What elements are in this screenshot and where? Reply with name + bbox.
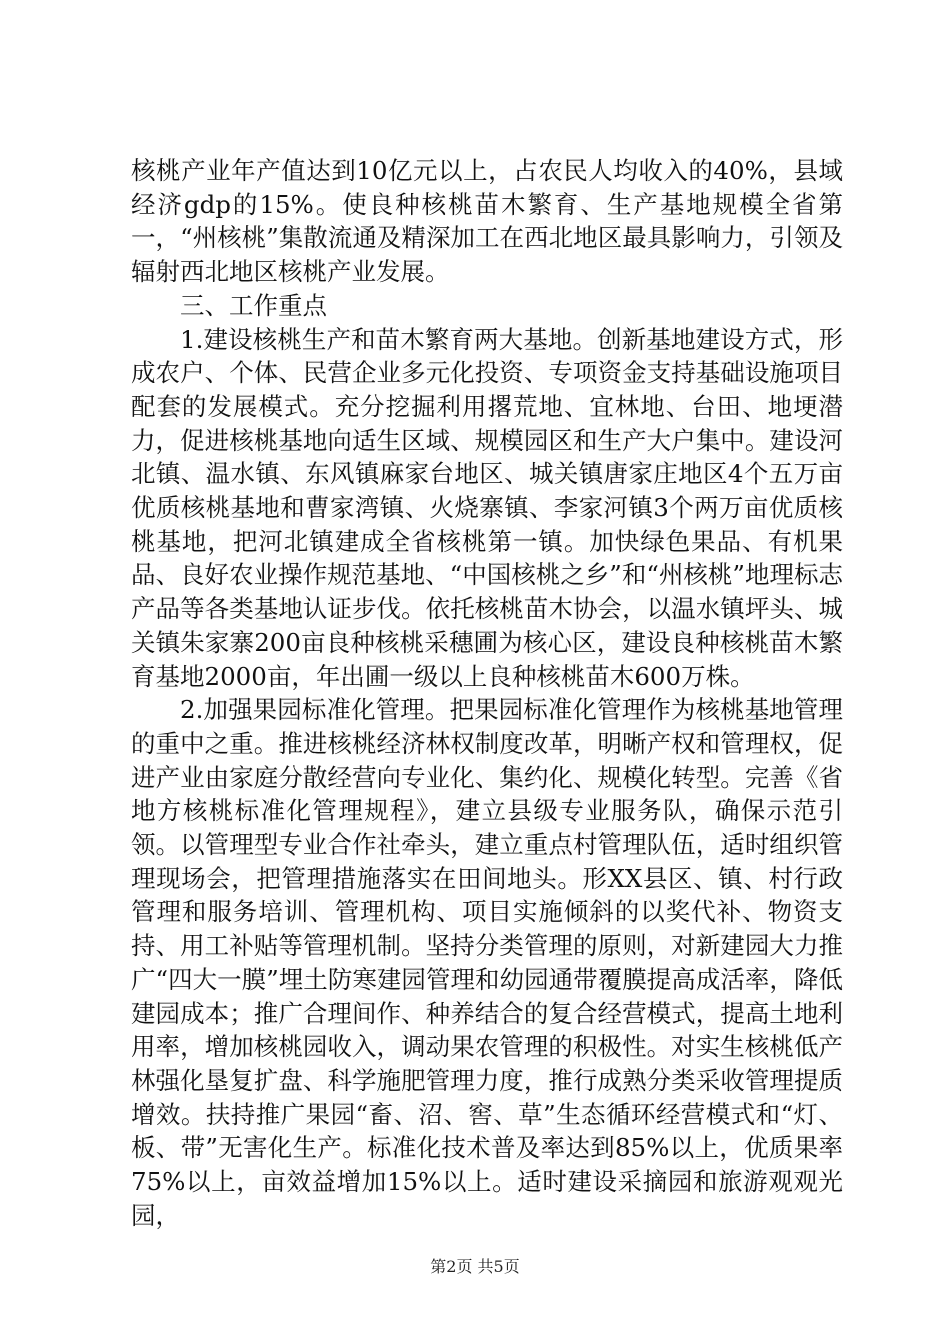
page-number-footer: 第2页 共5页 (430, 1257, 520, 1276)
paragraph-orchard-management: 2.加强果园标准化管理。把果园标准化管理作为核桃基地管理的重中之重。推进核桃经济林权制度改革，明晰产权和管理权，促进产业由家庭分散经营向专业化、集约化、规模化转型。完善《省地方核桃标准化管理规程》，建立县级专业服务队，确保示范引领。以管理型专业合作社牵头，建立重点村管理队伍，适时组织管理现场会，把管理措施落实在田间地头。形XX县区、镇、村行政管理和服务培训、管理机构、项目实施倾斜的以奖代补、物资支持、用工补贴等管理机制。坚持分类管理的原则，对新建园大力推广“四大一膜”埋土防寒建园管理和幼园通带覆膜提高成活率，降低建园成本；推广合理间作、种养结合的复合经营模式，提高土地利用率，增加核桃园收入，调动果农管理的积极性。对实生核桃低产林强化垦复扩盘、科学施肥管理力度，推行成熟分类采收管理提质增效。扶持推广果园“畜、沼、窖、草”生态循环经营模式和“灯、板、带”无害化生产。标准化技术普及率达到85%以上，优质果率75%以上，亩效益增加15%以上。适时建设采摘园和旅游观观光园， (131, 695, 843, 1230)
paragraph-continuation: 核桃产业年产值达到10亿元以上，占农民人均收入的40%，县域经济gdp的15%。使良种核桃苗木繁育、生产基地规模全省第一，“州核桃”集散流通及精深加工在西北地区最具影响力，引领及辐射西北地区核桃产业发展。 (131, 156, 843, 287)
section-heading-work-focus: 三、工作重点 (180, 290, 327, 320)
document-body (131, 154, 843, 1233)
paragraph-production-bases: 1.建设核桃生产和苗木繁育两大基地。创新基地建设方式，形成农户、个体、民营企业多元化投资、专项资金支持基础设施项目配套的发展模式。充分挖掘利用撂荒地、宜林地、台田、地埂潜力，促进核桃基地向适生区域、规模园区和生产大户集中。建设河北镇、温水镇、东风镇麻家台地区、城关镇唐家庄地区4个五万亩优质核桃基地和曹家湾镇、火烧寨镇、李家河镇3个两万亩优质核桃基地，把河北镇建成全省核桃第一镇。加快绿色果品、有机果品、良好农业操作规范基地、“中国核桃之乡”和“州核桃”地理标志产品等各类基地认证步伐。依托核桃苗木协会，以温水镇坪头、城关镇朱家寨200亩良种核桃采穗圃为核心区，建设良种核桃苗木繁育基地2000亩，年出圃一级以上良种核桃苗木600万株。 (131, 324, 843, 691)
